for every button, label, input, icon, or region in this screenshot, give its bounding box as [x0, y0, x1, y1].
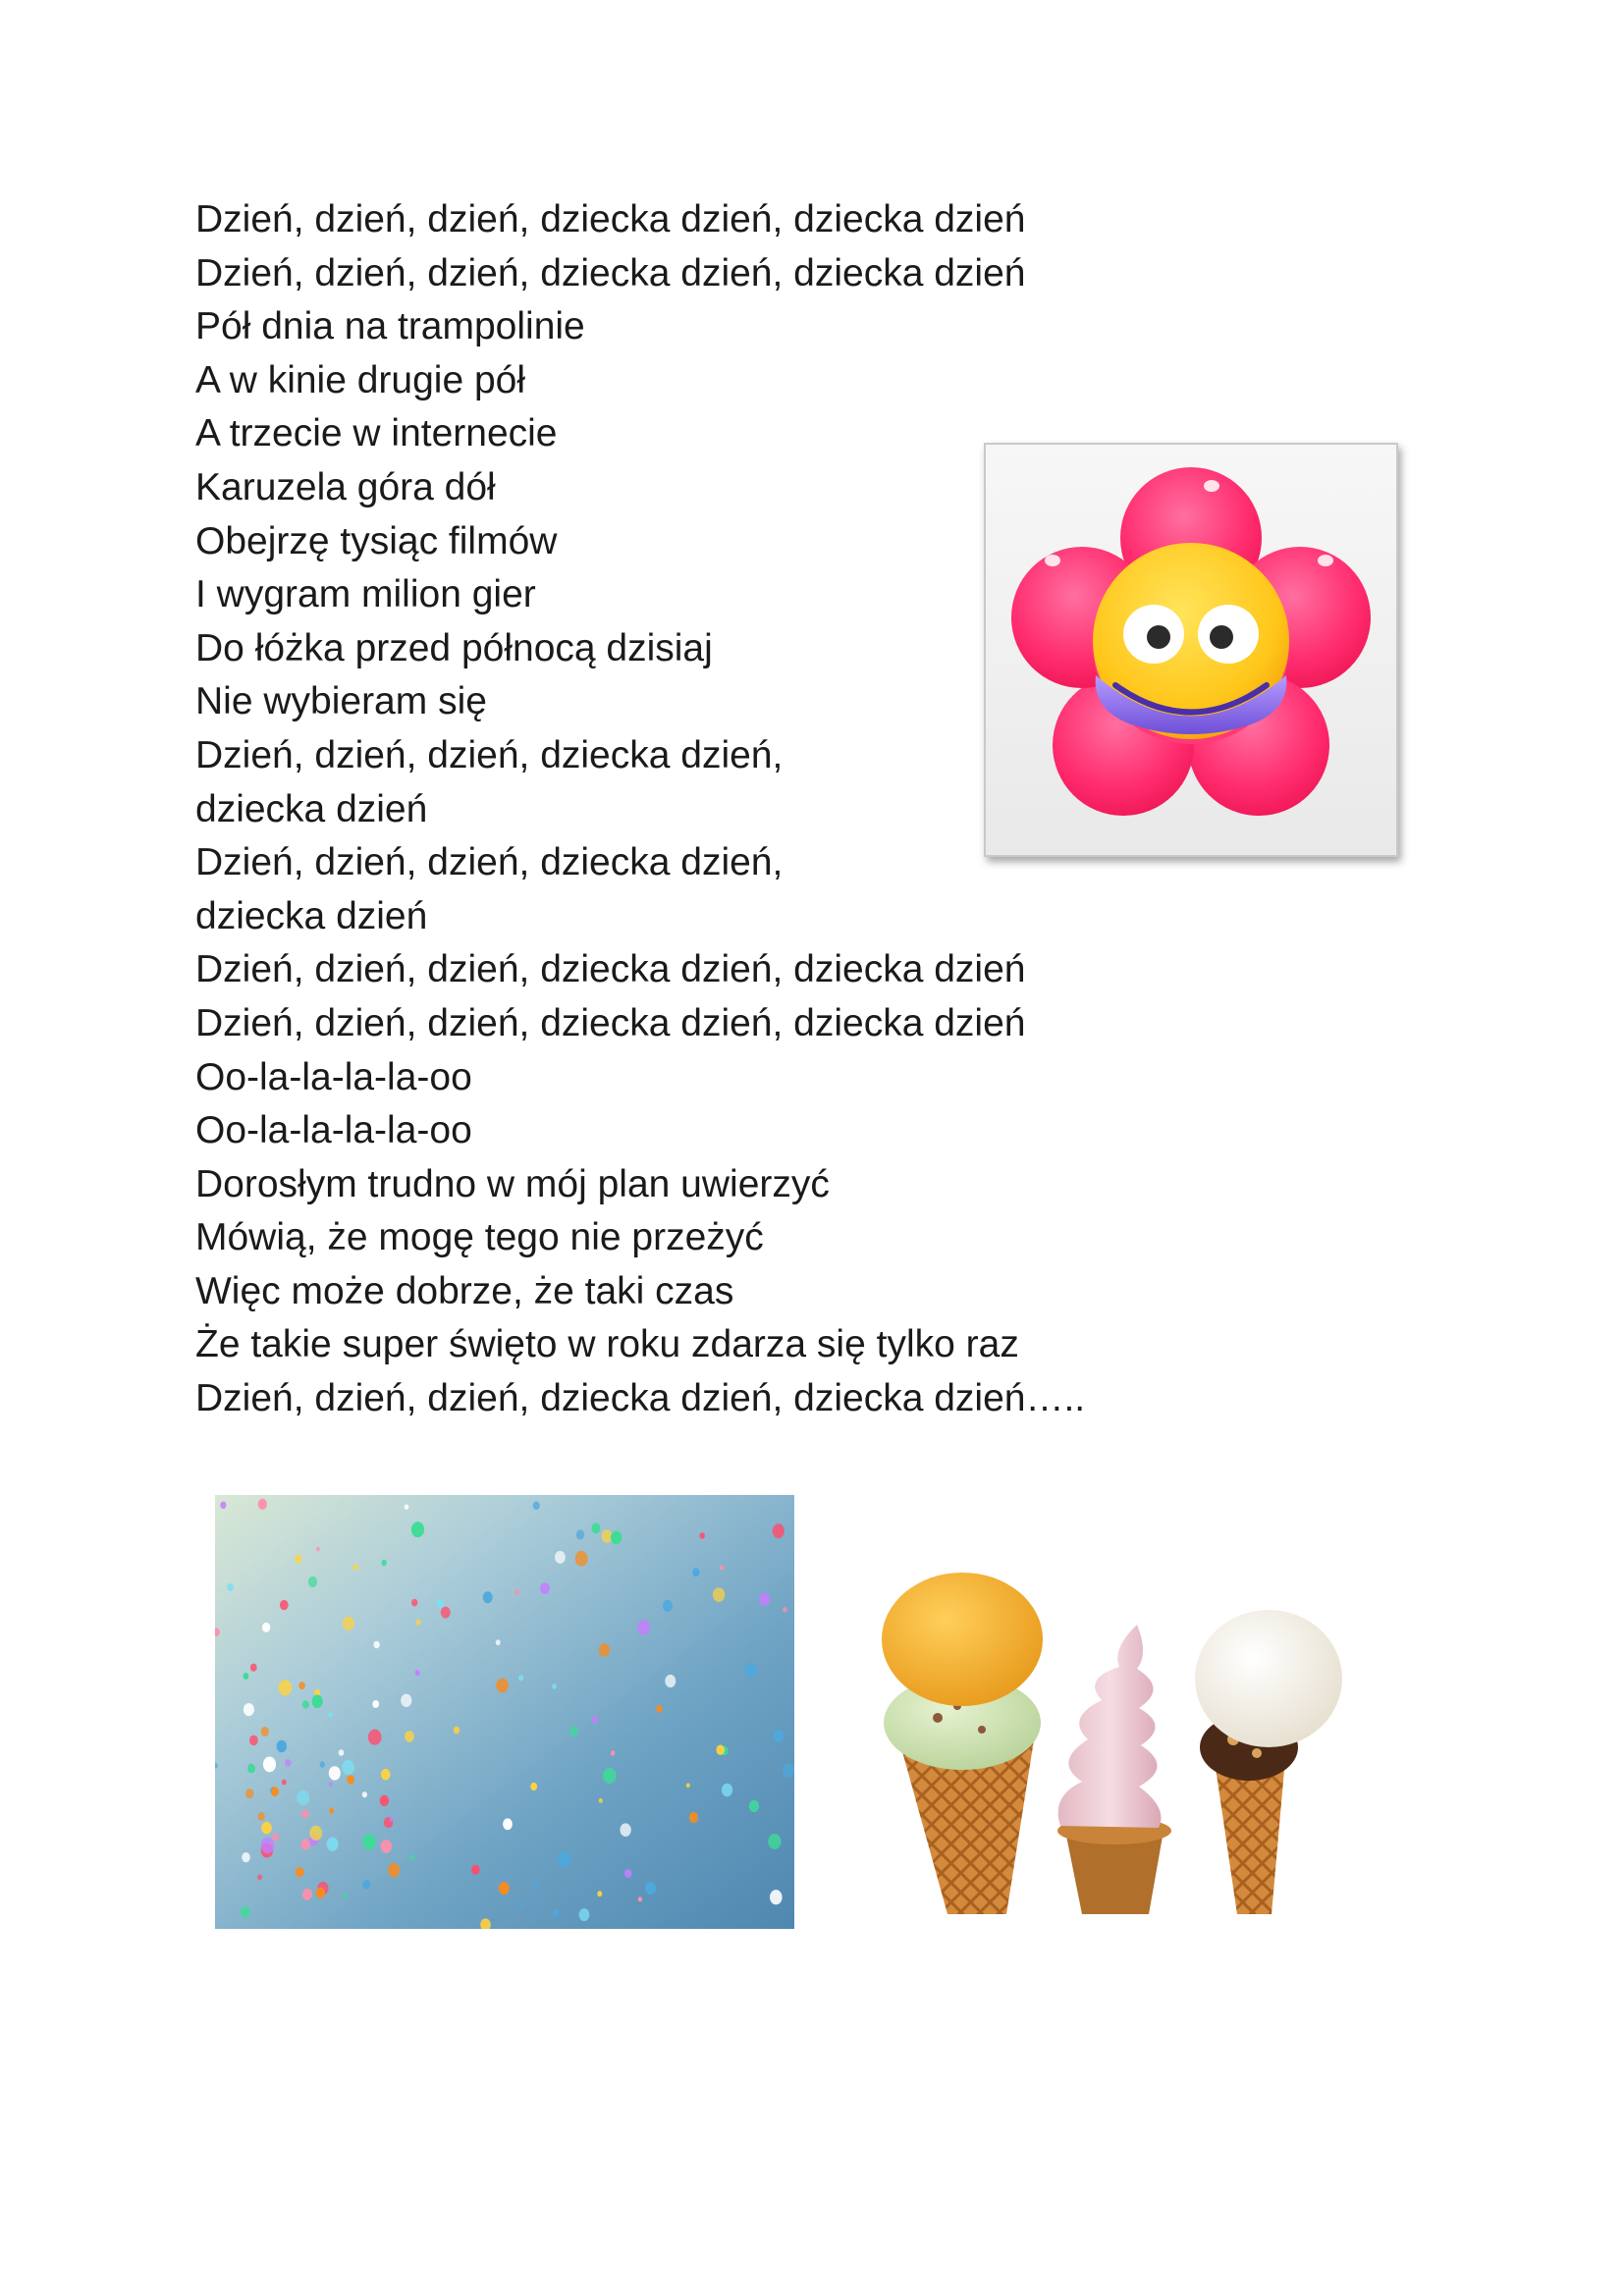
balloon: [329, 1808, 334, 1814]
balloon: [380, 1795, 389, 1806]
balloon: [692, 1568, 699, 1576]
balloon: [774, 1730, 785, 1742]
balloon: [327, 1838, 339, 1851]
balloon: [272, 1833, 279, 1841]
balloon: [620, 1823, 630, 1837]
balloon: [689, 1812, 698, 1823]
ice-cream-cones-photo: [825, 1482, 1434, 1929]
balloon: [261, 1822, 272, 1835]
balloon: [329, 1766, 341, 1780]
lyric-line: Dzień, dzień, dzień, dziecka dzień,: [195, 733, 784, 776]
balloon: [381, 1840, 393, 1853]
balloon: [242, 1852, 250, 1862]
balloon: [297, 1790, 309, 1806]
balloon: [329, 1782, 333, 1787]
balloon: [302, 1700, 309, 1709]
balloon: [533, 1883, 538, 1889]
balloon: [759, 1592, 770, 1605]
balloon: [258, 1499, 267, 1510]
balloon: [514, 1589, 519, 1595]
lyric-line: Dzień, dzień, dzień, dziecka dzień, dziecka dzień: [195, 948, 1026, 991]
balloon: [316, 1547, 320, 1552]
ice-cream-image: [825, 1482, 1434, 1929]
balloon: [603, 1768, 617, 1784]
balloon: [343, 1617, 354, 1630]
balloon: [716, 1745, 725, 1755]
balloon: [368, 1730, 382, 1745]
balloon: [271, 1787, 279, 1796]
balloon: [249, 1735, 258, 1746]
balloon: [597, 1891, 602, 1896]
lyric-line: Do łóżka przed północą dzisiaj: [195, 626, 713, 669]
balloon: [362, 1880, 370, 1890]
balloon: [389, 1817, 393, 1822]
balloon: [344, 1894, 348, 1898]
balloon: [301, 1810, 308, 1819]
balloon: [309, 1826, 322, 1841]
balloon: [624, 1869, 632, 1878]
balloon: [339, 1749, 345, 1756]
balloon: [328, 1712, 333, 1717]
balloon: [540, 1582, 550, 1594]
lyric-line: dziecka dzień: [195, 787, 428, 830]
lyric-line: Dzień, dzień, dzień, dziecka dzień,: [195, 841, 784, 884]
balloon: [665, 1675, 676, 1687]
balloon: [471, 1865, 479, 1875]
balloon: [362, 1834, 375, 1849]
balloon: [579, 1908, 590, 1921]
balloon: [373, 1641, 379, 1649]
balloon: [592, 1716, 598, 1723]
balloon: [552, 1683, 557, 1689]
balloon: [663, 1600, 673, 1612]
balloon: [553, 1909, 560, 1917]
balloon: [401, 1694, 411, 1707]
balloon: [258, 1812, 265, 1821]
balloon: [713, 1587, 725, 1602]
balloon: [245, 1789, 253, 1798]
balloon: [720, 1566, 724, 1571]
balloon: [296, 1867, 304, 1877]
balloon: [722, 1784, 732, 1796]
lyric-line: Dorosłym trudno w mój plan uwierzyć: [195, 1162, 830, 1205]
lyric-line: Oo-la-la-la-la-oo: [195, 1109, 472, 1152]
balloon: [436, 1599, 443, 1608]
balloon: [518, 1901, 523, 1907]
balloon: [257, 1875, 262, 1881]
balloon: [638, 1896, 642, 1901]
balloon: [388, 1863, 400, 1877]
balloon: [503, 1818, 513, 1830]
balloon: [686, 1783, 690, 1788]
balloon: [749, 1800, 759, 1812]
balloon: [591, 1522, 600, 1533]
balloon: [416, 1619, 421, 1625]
balloon: [411, 1599, 417, 1607]
balloon: [342, 1760, 354, 1775]
balloon: [411, 1522, 424, 1537]
lyric-line: Że takie super święto w roku zdarza się tylko raz: [195, 1323, 1019, 1366]
balloon: [611, 1750, 615, 1755]
balloon: [410, 1854, 415, 1860]
balloon: [518, 1675, 523, 1681]
lyric-line: Dzień, dzień, dzień, dziecka dzień, dziecka dzień: [195, 251, 1026, 294]
lyric-line: dziecka dzień: [195, 894, 428, 937]
balloon: [308, 1576, 317, 1587]
lyric-line: A w kinie drugie pół: [195, 358, 526, 401]
balloon: [312, 1695, 323, 1709]
balloon: [302, 1889, 312, 1900]
balloon: [247, 1764, 255, 1773]
lyric-line: Więc może dobrze, że taki czas: [195, 1269, 734, 1312]
balloon: [316, 1888, 326, 1898]
balloon: [768, 1834, 781, 1849]
balloon: [279, 1680, 293, 1695]
balloon: [773, 1523, 785, 1538]
balloon: [295, 1555, 301, 1564]
balloon: [499, 1882, 510, 1895]
lyric-line: Oo-la-la-la-la-oo: [195, 1055, 472, 1098]
balloon: [533, 1501, 540, 1510]
balloon: [454, 1727, 460, 1735]
balloon: [220, 1502, 226, 1510]
lyric-line: Pół dnia na trampolinie: [195, 305, 585, 348]
lyric-line: Mówią, że mogę tego nie przeżyć: [195, 1216, 764, 1259]
lyric-line: Nie wybieram się: [195, 680, 487, 723]
balloon: [575, 1551, 588, 1567]
balloon: [277, 1740, 287, 1753]
lyric-line: Dzień, dzień, dzień, dziecka dzień, dziecka dzień…..: [195, 1377, 1086, 1420]
lyric-line: I wygram milion gier: [195, 573, 536, 616]
balloon: [263, 1757, 276, 1773]
balloon: [244, 1703, 254, 1716]
balloon: [382, 1560, 387, 1566]
balloon: [441, 1607, 451, 1619]
balloon: [569, 1726, 578, 1736]
balloon: [347, 1775, 354, 1784]
balloon: [599, 1643, 610, 1657]
balloons-image: [215, 1495, 794, 1929]
balloon: [637, 1620, 650, 1635]
balloon: [770, 1890, 783, 1904]
balloon: [783, 1763, 794, 1778]
balloon: [483, 1591, 493, 1603]
balloon: [656, 1705, 662, 1713]
balloon: [241, 1906, 250, 1918]
balloon: [250, 1664, 257, 1672]
smiling-flower-icon: [986, 445, 1396, 855]
balloon: [320, 1761, 325, 1768]
balloon: [496, 1639, 501, 1645]
balloon: [285, 1759, 292, 1767]
balloon: [300, 1839, 310, 1850]
balloon: [611, 1531, 622, 1545]
balloon: [555, 1551, 566, 1564]
balloon: [262, 1623, 270, 1632]
lyric-line: Obejrzę tysiąc filmów: [195, 519, 558, 562]
balloon: [645, 1882, 656, 1895]
smiling-flower-image: [984, 443, 1398, 857]
balloon: [415, 1670, 420, 1676]
balloon: [372, 1700, 379, 1708]
lyric-line: Dzień, dzień, dzień, dziecka dzień, dziecka dzień: [195, 1001, 1026, 1044]
balloon: [227, 1583, 234, 1591]
balloons-in-sky-photo: [215, 1495, 794, 1929]
balloon: [599, 1798, 603, 1803]
balloon: [381, 1769, 391, 1781]
lyric-line: A trzecie w internecie: [195, 412, 558, 455]
lyric-line: Karuzela góra dół: [195, 465, 496, 508]
balloon: [576, 1529, 584, 1539]
balloon: [298, 1682, 305, 1689]
balloon: [352, 1564, 357, 1571]
balloon: [280, 1600, 289, 1610]
lyric-line: Dzień, dzień, dzień, dziecka dzień, dziecka dzień: [195, 198, 1026, 240]
balloon: [244, 1673, 249, 1680]
balloon: [496, 1679, 508, 1693]
balloon: [700, 1532, 705, 1538]
balloon: [558, 1851, 571, 1867]
balloon: [530, 1783, 537, 1790]
balloon: [362, 1791, 367, 1797]
balloon: [261, 1838, 275, 1853]
balloon: [783, 1607, 787, 1612]
balloon: [405, 1504, 409, 1510]
balloon: [282, 1780, 287, 1786]
balloon: [405, 1731, 414, 1742]
balloon: [745, 1663, 757, 1678]
balloon: [261, 1727, 269, 1736]
